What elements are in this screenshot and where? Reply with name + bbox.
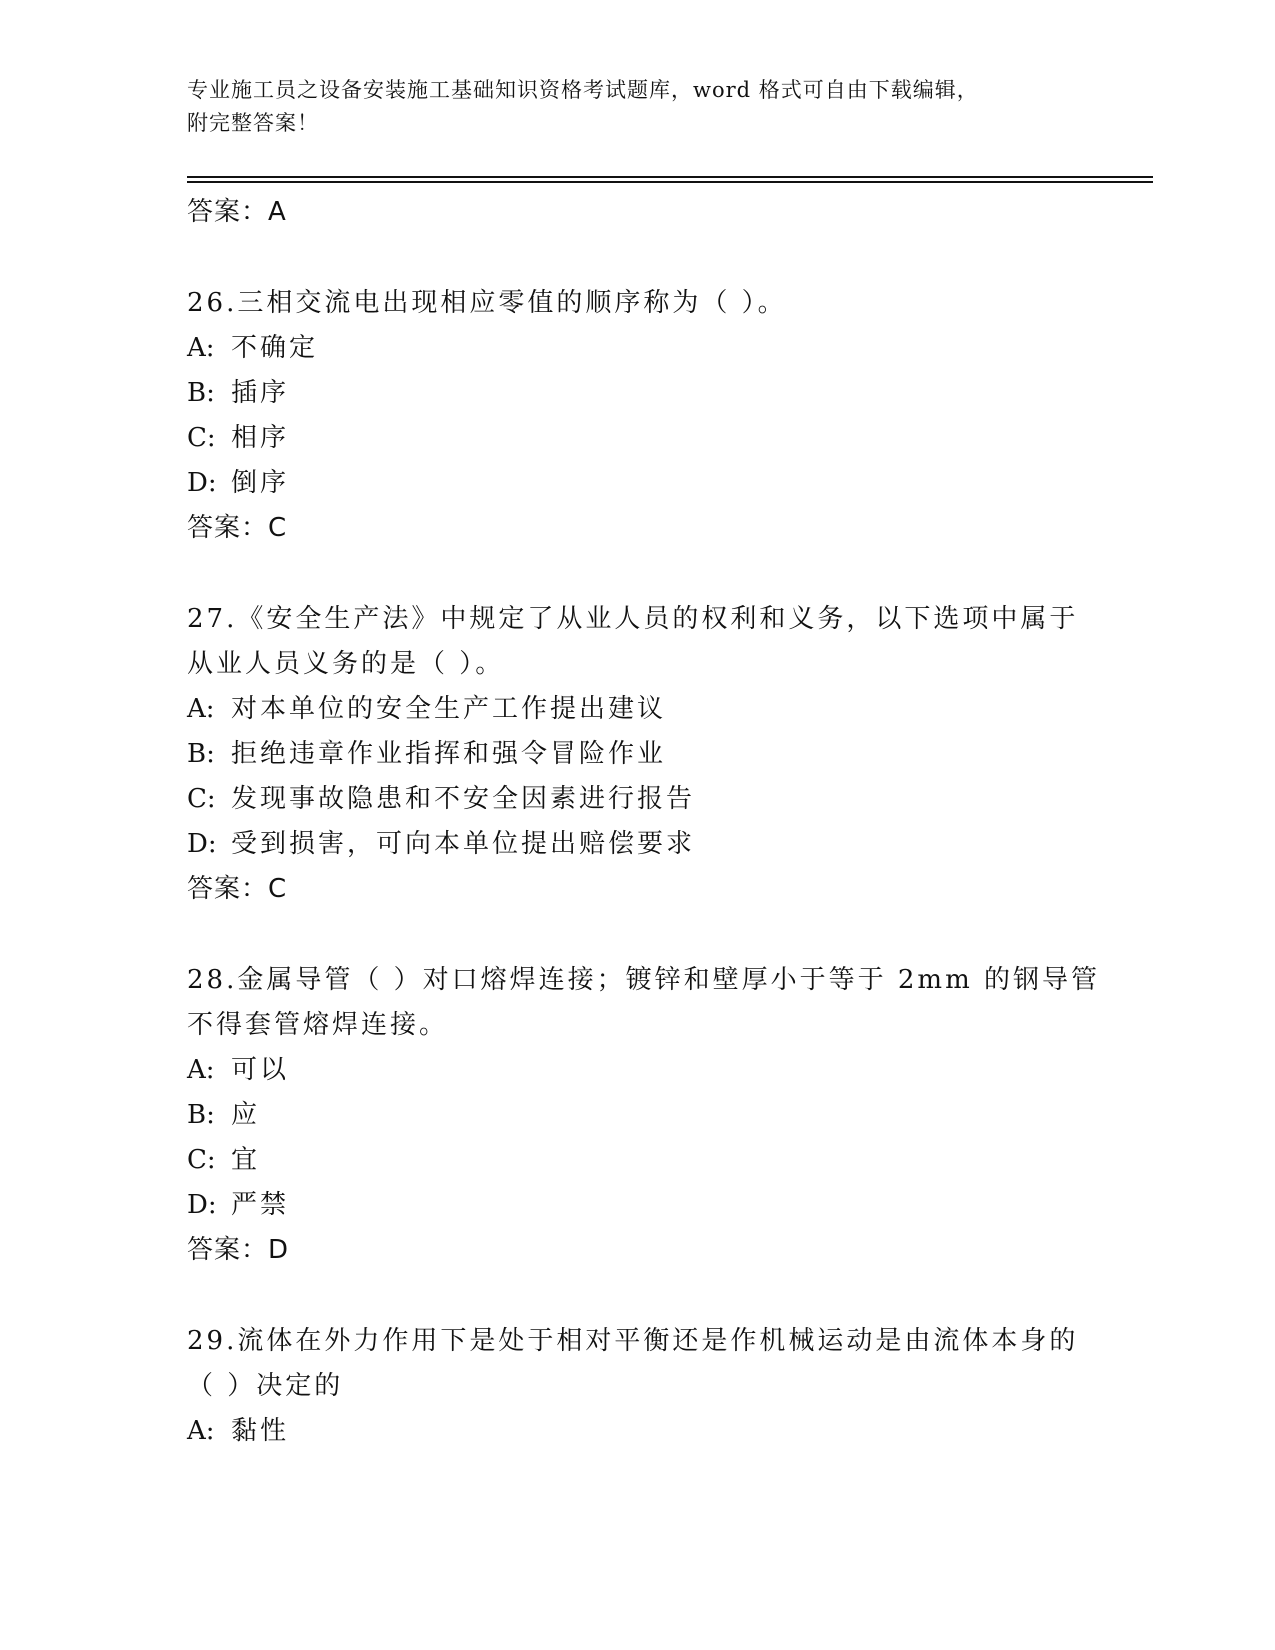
question-text-continued: 不得套管熔焊连接。 — [187, 1010, 449, 1040]
option-d — [187, 822, 1087, 867]
question-text: 29.流体在外力作用下是处于相对平衡还是作机械运动是由流体本身的 — [187, 1326, 1079, 1356]
option-letter: B: — [187, 378, 215, 408]
option-d — [187, 461, 1087, 506]
header-line-2: 附完整答案！ — [187, 111, 319, 135]
question-26 — [187, 281, 1087, 551]
question-27 — [187, 597, 1087, 912]
spacer — [187, 551, 1087, 597]
question-text: 26.三相交流电出现相应零值的顺序称为（ ）。 — [187, 288, 787, 318]
option-letter: A: — [187, 1055, 215, 1085]
option-text: 受到损害，可向本单位提出赔偿要求 — [231, 829, 696, 859]
option-letter: D: — [187, 468, 217, 498]
spacer — [187, 235, 1087, 281]
question-text-continued: （ ）决定的 — [187, 1371, 344, 1401]
header-divider-top — [187, 176, 1153, 178]
option-text: 相序 — [231, 423, 290, 453]
option-text: 拒绝违章作业指挥和强令冒险作业 — [231, 739, 667, 769]
option-letter: B: — [187, 1100, 215, 1130]
option-text: 倒序 — [231, 468, 290, 498]
option-a — [187, 326, 1087, 371]
option-text: 插序 — [231, 378, 290, 408]
option-text: 严禁 — [231, 1190, 290, 1220]
option-b — [187, 371, 1087, 416]
option-c — [187, 1138, 1087, 1183]
option-d — [187, 1183, 1087, 1228]
option-letter: C: — [187, 1145, 216, 1175]
option-letter: B: — [187, 739, 215, 769]
option-text: 宜 — [231, 1145, 261, 1175]
header-line-1: 专业施工员之设备安装施工基础知识资格考试题库，word 格式可自由下载编辑， — [187, 78, 979, 102]
document-header — [187, 74, 1067, 140]
option-text: 黏性 — [231, 1416, 290, 1446]
question-text-continued: 从业人员义务的是（ ）。 — [187, 649, 505, 679]
option-b — [187, 732, 1087, 777]
option-letter: D: — [187, 1190, 217, 1220]
answer-line: 答案：C — [187, 874, 288, 904]
option-letter: A: — [187, 694, 215, 724]
option-text: 发现事故隐患和不安全因素进行报告 — [231, 784, 696, 814]
option-letter: D: — [187, 829, 217, 859]
option-c — [187, 416, 1087, 461]
option-a — [187, 687, 1087, 732]
option-letter: C: — [187, 784, 216, 814]
answer-line: 答案：C — [187, 513, 288, 543]
option-a — [187, 1048, 1087, 1093]
option-text: 应 — [231, 1100, 261, 1130]
option-text: 对本单位的安全生产工作提出建议 — [231, 694, 667, 724]
spacer — [187, 912, 1087, 958]
spacer — [187, 1273, 1087, 1319]
option-a — [187, 1409, 1087, 1454]
question-29 — [187, 1319, 1087, 1454]
question-text: 28.金属导管（ ）对口熔焊连接；镀锌和壁厚小于等于 2mm 的钢导管 — [187, 965, 1100, 995]
option-c — [187, 777, 1087, 822]
question-list — [187, 190, 1100, 1454]
option-letter: A: — [187, 333, 215, 363]
question-28 — [187, 958, 1100, 1273]
option-letter: A: — [187, 1416, 215, 1446]
option-text: 可以 — [231, 1055, 290, 1085]
option-text: 不确定 — [231, 333, 319, 363]
question-text: 27.《安全生产法》中规定了从业人员的权利和义务，以下选项中属于 — [187, 604, 1079, 634]
answer-line: 答案：D — [187, 1235, 290, 1265]
header-divider-bottom — [187, 181, 1153, 183]
option-b — [187, 1093, 1087, 1138]
option-letter: C: — [187, 423, 216, 453]
previous-answer: 答案：A — [187, 197, 287, 227]
